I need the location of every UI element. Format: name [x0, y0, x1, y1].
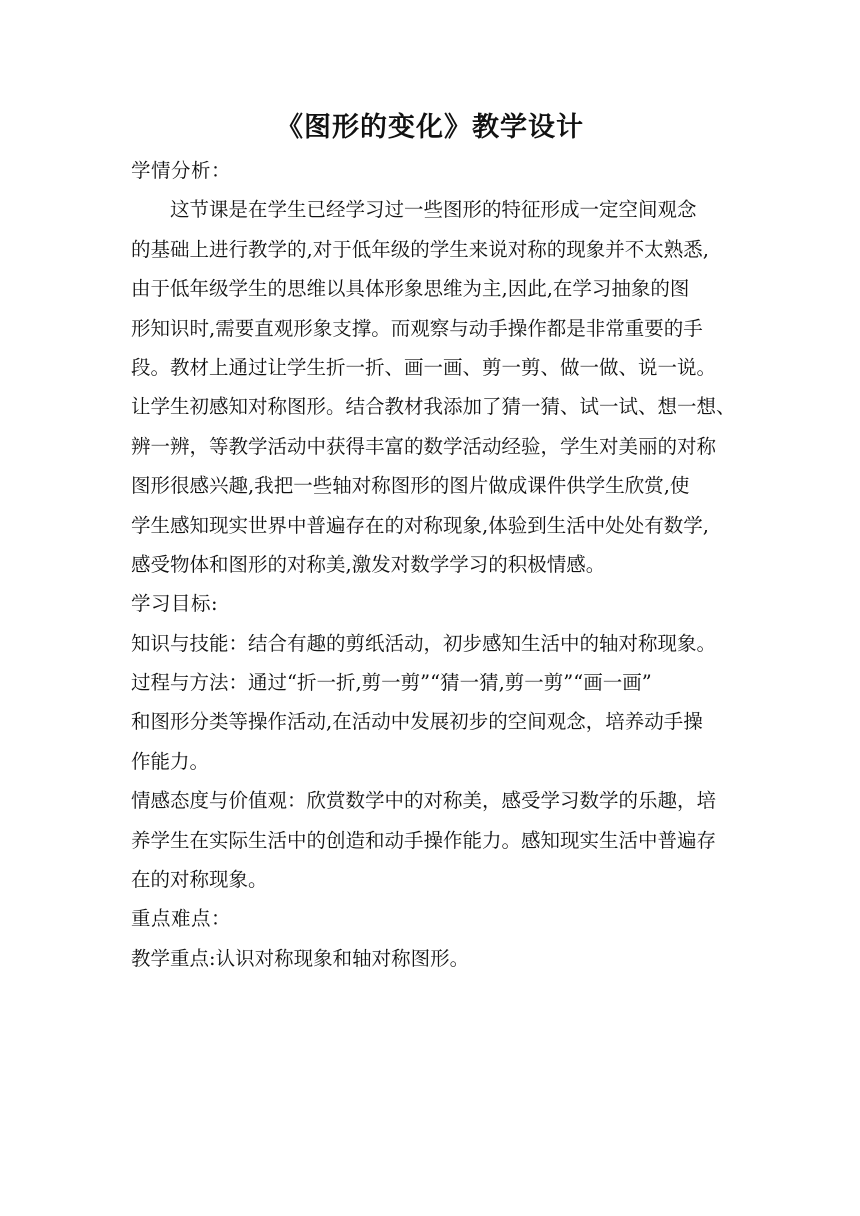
goal-line: 在的对称现象。 [131, 868, 268, 892]
key-point-line: 教学重点:认识对称现象和轴对称图形。 [131, 946, 470, 970]
paragraph-line: 学生感知现实世界中普遍存在的对称现象,体验到生活中处处有数学, [131, 513, 709, 537]
goal-line: 过程与方法：通过“折一折,剪一剪”“猜一猜,剪一剪”“画一画” [131, 671, 652, 695]
goal-line: 知识与技能：结合有趣的剪纸活动，初步感知生活中的轴对称现象。 [131, 631, 717, 655]
section-heading-goals: 学习目标: [131, 592, 219, 616]
paragraph-line: 让学生初感知对称图形。结合教材我添加了猜一猜、试一试、想一想、 [131, 395, 736, 419]
paragraph-line: 形知识时,需要直观形象支撑。而观察与动手操作都是非常重要的手 [131, 316, 703, 340]
paragraph-line: 由于低年级学生的思维以具体形象思维为主,因此,在学习抽象的图 [131, 277, 690, 301]
document-body [131, 151, 736, 978]
paragraph-line: 辨一辨，等教学活动中获得丰富的数学活动经验，学生对美丽的对称 [131, 434, 717, 458]
section-heading-analysis: 学情分析： [131, 159, 232, 182]
paragraph-line: 图形很感兴趣,我把一些轴对称图形的图片做成课件供学生欣赏,使 [131, 474, 690, 498]
section-heading-key-points: 重点难点： [131, 907, 232, 931]
goal-line: 和图形分类等操作活动,在活动中发展初步的空间观念，培养动手操 [131, 710, 703, 734]
paragraph-line: 感受物体和图形的对称美,激发对数学学习的积极情感。 [131, 552, 606, 576]
goal-line: 作能力。 [131, 749, 210, 773]
goal-line: 情感态度与价值观：欣赏数学中的对称美，感受学习数学的乐趣，培 [131, 789, 717, 813]
paragraph-line: 的基础上进行教学的,对于低年级的学生来说对称的现象并不太熟悉, [131, 237, 709, 261]
paragraph-line: 这节课是在学生已经学习过一些图形的特征形成一定空间观念 [170, 198, 697, 222]
goal-line: 养学生在实际生活中的创造和动手操作能力。感知现实生活中普遍存 [131, 828, 717, 852]
paragraph-line: 段。教材上通过让学生折一折、画一画、剪一剪、做一做、说一说。 [131, 355, 717, 379]
document-title: 《图形的变化》教学设计 [276, 112, 584, 143]
